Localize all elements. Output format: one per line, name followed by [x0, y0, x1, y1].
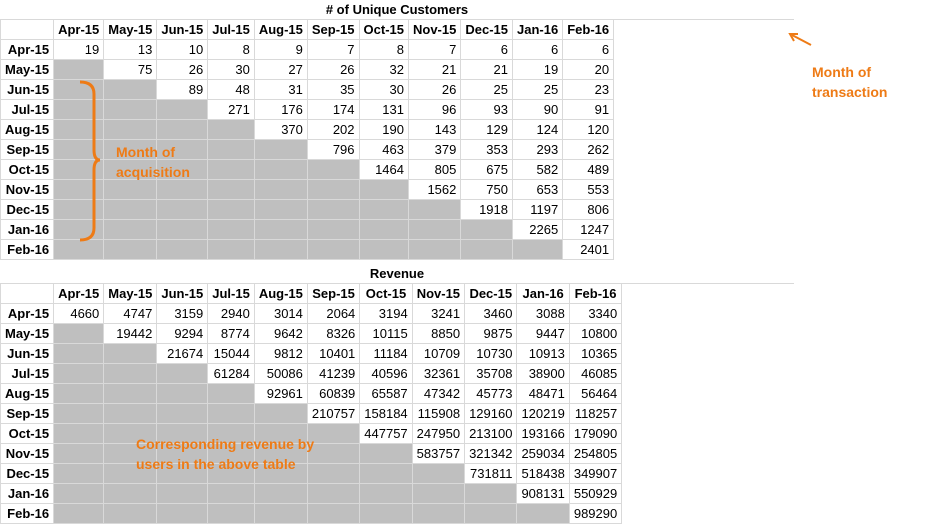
value-cell[interactable]: 158184 — [360, 404, 412, 424]
empty-cell[interactable] — [54, 464, 104, 484]
value-cell[interactable]: 120 — [563, 120, 614, 140]
empty-cell[interactable] — [54, 60, 104, 80]
value-cell[interactable]: 38900 — [517, 364, 569, 384]
value-cell[interactable]: 118257 — [569, 404, 621, 424]
empty-cell[interactable] — [254, 484, 307, 504]
empty-cell[interactable] — [104, 80, 157, 100]
value-cell[interactable]: 9294 — [157, 324, 208, 344]
value-cell[interactable]: 254805 — [569, 444, 621, 464]
row-header: Dec-15 — [1, 200, 54, 220]
header-row — [1, 20, 614, 40]
empty-cell[interactable] — [409, 240, 461, 260]
row-header: Sep-15 — [1, 140, 54, 160]
value-cell[interactable]: 21 — [409, 60, 461, 80]
value-cell[interactable]: 1918 — [461, 200, 513, 220]
value-cell[interactable]: 7 — [409, 40, 461, 60]
value-cell[interactable]: 176 — [254, 100, 307, 120]
row-header: Feb-16 — [1, 504, 54, 524]
empty-cell[interactable] — [359, 220, 408, 240]
value-cell[interactable]: 65587 — [360, 384, 412, 404]
column-header: Oct-15 — [360, 284, 412, 304]
value-cell[interactable]: 1247 — [563, 220, 614, 240]
value-cell[interactable]: 4747 — [104, 304, 157, 324]
value-cell[interactable]: 247950 — [412, 424, 464, 444]
column-header: Feb-16 — [569, 284, 621, 304]
value-cell[interactable]: 179090 — [569, 424, 621, 444]
column-header: May-15 — [104, 284, 157, 304]
table-row — [1, 384, 622, 404]
value-cell[interactable]: 9875 — [465, 324, 517, 344]
month-of-transaction-label: Month of transaction — [812, 64, 888, 100]
column-header: Oct-15 — [359, 20, 408, 40]
row-header: Apr-15 — [1, 40, 54, 60]
value-cell[interactable]: 550929 — [569, 484, 621, 504]
value-cell[interactable]: 2064 — [307, 304, 359, 324]
empty-cell[interactable] — [104, 200, 157, 220]
empty-cell[interactable] — [254, 140, 307, 160]
value-cell[interactable]: 32 — [359, 60, 408, 80]
value-cell[interactable]: 8326 — [307, 324, 359, 344]
value-cell[interactable]: 13 — [104, 40, 157, 60]
value-cell[interactable]: 11184 — [360, 344, 412, 364]
value-cell[interactable]: 262 — [563, 140, 614, 160]
column-header: Jun-15 — [157, 20, 208, 40]
value-cell[interactable]: 210757 — [307, 404, 359, 424]
empty-cell[interactable] — [54, 344, 104, 364]
empty-cell[interactable] — [409, 220, 461, 240]
value-cell[interactable]: 60839 — [307, 384, 359, 404]
value-cell[interactable]: 8774 — [208, 324, 255, 344]
empty-cell[interactable] — [157, 364, 208, 384]
value-cell[interactable]: 174 — [307, 100, 359, 120]
empty-cell[interactable] — [157, 484, 208, 504]
value-cell[interactable]: 35 — [307, 80, 359, 100]
value-cell[interactable]: 50086 — [254, 364, 307, 384]
value-cell[interactable]: 91 — [563, 100, 614, 120]
empty-cell[interactable] — [104, 344, 157, 364]
empty-cell[interactable] — [157, 220, 208, 240]
empty-cell[interactable] — [307, 484, 359, 504]
value-cell[interactable]: 10730 — [465, 344, 517, 364]
arrow-icon — [786, 30, 816, 50]
value-cell[interactable]: 41239 — [307, 364, 359, 384]
value-cell[interactable]: 8 — [359, 40, 408, 60]
bracket-icon — [76, 80, 102, 244]
value-cell[interactable]: 750 — [461, 180, 513, 200]
value-cell[interactable]: 582 — [513, 160, 563, 180]
value-cell[interactable]: 10365 — [569, 344, 621, 364]
column-header: Jan-16 — [513, 20, 563, 40]
empty-cell[interactable] — [465, 484, 517, 504]
value-cell[interactable]: 90 — [513, 100, 563, 120]
value-cell[interactable]: 61284 — [208, 364, 255, 384]
value-cell[interactable]: 25 — [461, 80, 513, 100]
column-header: Aug-15 — [254, 20, 307, 40]
value-cell[interactable]: 35708 — [465, 364, 517, 384]
empty-cell[interactable] — [54, 484, 104, 504]
row-header: Sep-15 — [1, 404, 54, 424]
column-header: Jun-15 — [157, 284, 208, 304]
empty-cell[interactable] — [104, 484, 157, 504]
empty-cell[interactable] — [208, 240, 255, 260]
column-header: Sep-15 — [307, 284, 359, 304]
value-cell[interactable]: 19442 — [104, 324, 157, 344]
empty-cell[interactable] — [157, 120, 208, 140]
value-cell[interactable]: 6 — [513, 40, 563, 60]
empty-cell[interactable] — [104, 384, 157, 404]
row-header: Oct-15 — [1, 424, 54, 444]
value-cell[interactable]: 27 — [254, 60, 307, 80]
value-cell[interactable]: 10800 — [569, 324, 621, 344]
value-cell[interactable]: 202 — [307, 120, 359, 140]
value-cell[interactable]: 731811 — [465, 464, 517, 484]
value-cell[interactable]: 989290 — [569, 504, 621, 524]
empty-cell[interactable] — [157, 384, 208, 404]
value-cell[interactable]: 9447 — [517, 324, 569, 344]
value-cell[interactable]: 48471 — [517, 384, 569, 404]
empty-cell[interactable] — [254, 180, 307, 200]
empty-cell[interactable] — [360, 464, 412, 484]
empty-cell[interactable] — [104, 120, 157, 140]
empty-cell[interactable] — [104, 364, 157, 384]
empty-cell[interactable] — [254, 200, 307, 220]
empty-cell[interactable] — [307, 180, 359, 200]
row-header: Apr-15 — [1, 304, 54, 324]
value-cell[interactable]: 518438 — [517, 464, 569, 484]
empty-cell[interactable] — [104, 220, 157, 240]
value-cell[interactable]: 3340 — [569, 304, 621, 324]
value-cell[interactable]: 19 — [54, 40, 104, 60]
value-cell[interactable]: 2940 — [208, 304, 255, 324]
column-header: Feb-16 — [563, 20, 614, 40]
column-header: Nov-15 — [412, 284, 464, 304]
value-cell[interactable]: 56464 — [569, 384, 621, 404]
column-header: Aug-15 — [254, 284, 307, 304]
empty-cell[interactable] — [157, 404, 208, 424]
column-header: Sep-15 — [307, 20, 359, 40]
value-cell[interactable]: 92961 — [254, 384, 307, 404]
value-cell[interactable]: 23 — [563, 80, 614, 100]
value-cell[interactable]: 30 — [359, 80, 408, 100]
empty-cell[interactable] — [208, 384, 255, 404]
row-header: Feb-16 — [1, 240, 54, 260]
value-cell[interactable]: 353 — [461, 140, 513, 160]
value-cell[interactable]: 21 — [461, 60, 513, 80]
value-cell[interactable]: 4660 — [54, 304, 104, 324]
value-cell[interactable]: 89 — [157, 80, 208, 100]
value-cell[interactable]: 143 — [409, 120, 461, 140]
value-cell[interactable]: 15044 — [208, 344, 255, 364]
value-cell[interactable]: 370 — [254, 120, 307, 140]
customers-title: # of Unique Customers — [0, 0, 794, 20]
value-cell[interactable]: 653 — [513, 180, 563, 200]
empty-cell[interactable] — [104, 180, 157, 200]
row-header: Dec-15 — [1, 464, 54, 484]
month-of-acquisition-label: Month of acquisition — [116, 144, 190, 180]
empty-cell[interactable] — [208, 200, 255, 220]
empty-cell[interactable] — [307, 220, 359, 240]
value-cell[interactable]: 1197 — [513, 200, 563, 220]
value-cell[interactable]: 8 — [208, 40, 255, 60]
value-cell[interactable]: 259034 — [517, 444, 569, 464]
table-row — [1, 304, 622, 324]
empty-cell[interactable] — [412, 464, 464, 484]
value-cell[interactable]: 124 — [513, 120, 563, 140]
row-header: Oct-15 — [1, 160, 54, 180]
value-cell[interactable]: 31 — [254, 80, 307, 100]
empty-cell[interactable] — [360, 444, 412, 464]
column-header: May-15 — [104, 20, 157, 40]
table-row — [1, 324, 622, 344]
column-header: Jan-16 — [517, 284, 569, 304]
empty-cell[interactable] — [412, 484, 464, 504]
value-cell[interactable]: 120219 — [517, 404, 569, 424]
row-header: May-15 — [1, 60, 54, 80]
value-cell[interactable]: 3241 — [412, 304, 464, 324]
row-header: Jul-15 — [1, 100, 54, 120]
value-cell[interactable]: 30 — [208, 60, 255, 80]
empty-cell[interactable] — [54, 364, 104, 384]
value-cell[interactable]: 553 — [563, 180, 614, 200]
table-row — [1, 60, 614, 80]
value-cell[interactable]: 10115 — [360, 324, 412, 344]
value-cell[interactable]: 45773 — [465, 384, 517, 404]
value-cell[interactable]: 10709 — [412, 344, 464, 364]
empty-cell[interactable] — [359, 180, 408, 200]
table-row — [1, 344, 622, 364]
value-cell[interactable]: 19 — [513, 60, 563, 80]
value-cell[interactable]: 129 — [461, 120, 513, 140]
value-cell[interactable]: 379 — [409, 140, 461, 160]
empty-cell[interactable] — [208, 120, 255, 140]
revenue-note-label: Corresponding revenue by users in the above table — [136, 436, 315, 472]
value-cell[interactable]: 447757 — [360, 424, 412, 444]
value-cell[interactable]: 190 — [359, 120, 408, 140]
empty-cell[interactable] — [157, 180, 208, 200]
empty-cell[interactable] — [157, 100, 208, 120]
column-header: Dec-15 — [461, 20, 513, 40]
empty-cell[interactable] — [254, 404, 307, 424]
value-cell[interactable]: 96 — [409, 100, 461, 120]
revenue-title: Revenue — [0, 264, 794, 284]
empty-cell[interactable] — [208, 484, 255, 504]
empty-cell[interactable] — [254, 240, 307, 260]
value-cell[interactable]: 10 — [157, 40, 208, 60]
value-cell[interactable]: 2265 — [513, 220, 563, 240]
empty-cell[interactable] — [104, 404, 157, 424]
column-header: Jul-15 — [208, 284, 255, 304]
value-cell[interactable]: 213100 — [465, 424, 517, 444]
column-header: Jul-15 — [208, 20, 255, 40]
empty-cell[interactable] — [54, 444, 104, 464]
empty-cell[interactable] — [461, 240, 513, 260]
empty-cell[interactable] — [360, 484, 412, 504]
value-cell[interactable]: 48 — [208, 80, 255, 100]
value-cell[interactable]: 131 — [359, 100, 408, 120]
value-cell[interactable]: 6 — [563, 40, 614, 60]
value-cell[interactable]: 293 — [513, 140, 563, 160]
table-row — [1, 40, 614, 60]
empty-cell[interactable] — [307, 200, 359, 220]
value-cell[interactable]: 26 — [307, 60, 359, 80]
value-cell[interactable]: 349907 — [569, 464, 621, 484]
value-cell[interactable]: 129160 — [465, 404, 517, 424]
value-cell[interactable]: 46085 — [569, 364, 621, 384]
value-cell[interactable]: 115908 — [412, 404, 464, 424]
value-cell[interactable]: 321342 — [465, 444, 517, 464]
value-cell[interactable]: 9 — [254, 40, 307, 60]
row-header: Jul-15 — [1, 364, 54, 384]
empty-cell[interactable] — [359, 200, 408, 220]
value-cell[interactable]: 3088 — [517, 304, 569, 324]
value-cell[interactable]: 3159 — [157, 304, 208, 324]
value-cell[interactable]: 8850 — [412, 324, 464, 344]
row-header: Jun-15 — [1, 344, 54, 364]
revenue-table — [0, 283, 622, 524]
empty-cell[interactable] — [104, 240, 157, 260]
value-cell[interactable]: 21674 — [157, 344, 208, 364]
value-cell[interactable]: 489 — [563, 160, 614, 180]
value-cell[interactable]: 805 — [409, 160, 461, 180]
value-cell[interactable]: 20 — [563, 60, 614, 80]
corner-cell — [1, 20, 54, 40]
row-header: May-15 — [1, 324, 54, 344]
empty-cell[interactable] — [307, 160, 359, 180]
column-header: Apr-15 — [54, 284, 104, 304]
empty-cell[interactable] — [54, 404, 104, 424]
row-header: Nov-15 — [1, 444, 54, 464]
empty-cell[interactable] — [359, 240, 408, 260]
value-cell[interactable]: 47342 — [412, 384, 464, 404]
value-cell[interactable]: 463 — [359, 140, 408, 160]
empty-cell[interactable] — [54, 424, 104, 444]
value-cell[interactable]: 908131 — [517, 484, 569, 504]
value-cell[interactable]: 75 — [104, 60, 157, 80]
empty-cell[interactable] — [104, 100, 157, 120]
empty-cell[interactable] — [54, 384, 104, 404]
value-cell[interactable]: 2401 — [563, 240, 614, 260]
value-cell[interactable]: 583757 — [412, 444, 464, 464]
row-header: Jun-15 — [1, 80, 54, 100]
value-cell[interactable]: 25 — [513, 80, 563, 100]
row-header: Aug-15 — [1, 384, 54, 404]
value-cell[interactable]: 6 — [461, 40, 513, 60]
empty-cell[interactable] — [157, 240, 208, 260]
table-row — [1, 364, 622, 384]
value-cell[interactable]: 675 — [461, 160, 513, 180]
row-header: Nov-15 — [1, 180, 54, 200]
empty-cell[interactable] — [513, 240, 563, 260]
value-cell[interactable]: 26 — [409, 80, 461, 100]
empty-cell[interactable] — [254, 220, 307, 240]
value-cell[interactable]: 9642 — [254, 324, 307, 344]
table-row — [1, 404, 622, 424]
empty-cell[interactable] — [208, 220, 255, 240]
empty-cell[interactable] — [208, 404, 255, 424]
value-cell[interactable]: 10401 — [307, 344, 359, 364]
value-cell[interactable]: 1464 — [359, 160, 408, 180]
empty-cell[interactable] — [254, 160, 307, 180]
header-row — [1, 284, 622, 304]
value-cell[interactable]: 3194 — [360, 304, 412, 324]
column-header: Apr-15 — [54, 20, 104, 40]
value-cell[interactable]: 93 — [461, 100, 513, 120]
row-header: Jan-16 — [1, 484, 54, 504]
value-cell[interactable]: 10913 — [517, 344, 569, 364]
value-cell[interactable]: 1562 — [409, 180, 461, 200]
row-header: Jan-16 — [1, 220, 54, 240]
empty-cell[interactable] — [461, 220, 513, 240]
corner-cell — [1, 284, 54, 304]
column-header: Nov-15 — [409, 20, 461, 40]
value-cell[interactable]: 3014 — [254, 304, 307, 324]
value-cell[interactable]: 32361 — [412, 364, 464, 384]
row-header: Aug-15 — [1, 120, 54, 140]
table-row — [1, 484, 622, 504]
value-cell[interactable]: 40596 — [360, 364, 412, 384]
empty-cell[interactable] — [307, 240, 359, 260]
value-cell[interactable]: 271 — [208, 100, 255, 120]
value-cell[interactable]: 26 — [157, 60, 208, 80]
empty-cell[interactable] — [157, 200, 208, 220]
value-cell[interactable]: 9812 — [254, 344, 307, 364]
value-cell[interactable]: 193166 — [517, 424, 569, 444]
column-header: Dec-15 — [465, 284, 517, 304]
value-cell[interactable]: 3460 — [465, 304, 517, 324]
empty-cell[interactable] — [409, 200, 461, 220]
value-cell[interactable]: 796 — [307, 140, 359, 160]
value-cell[interactable]: 7 — [307, 40, 359, 60]
empty-cell[interactable] — [54, 324, 104, 344]
value-cell[interactable]: 806 — [563, 200, 614, 220]
empty-cell[interactable] — [208, 180, 255, 200]
